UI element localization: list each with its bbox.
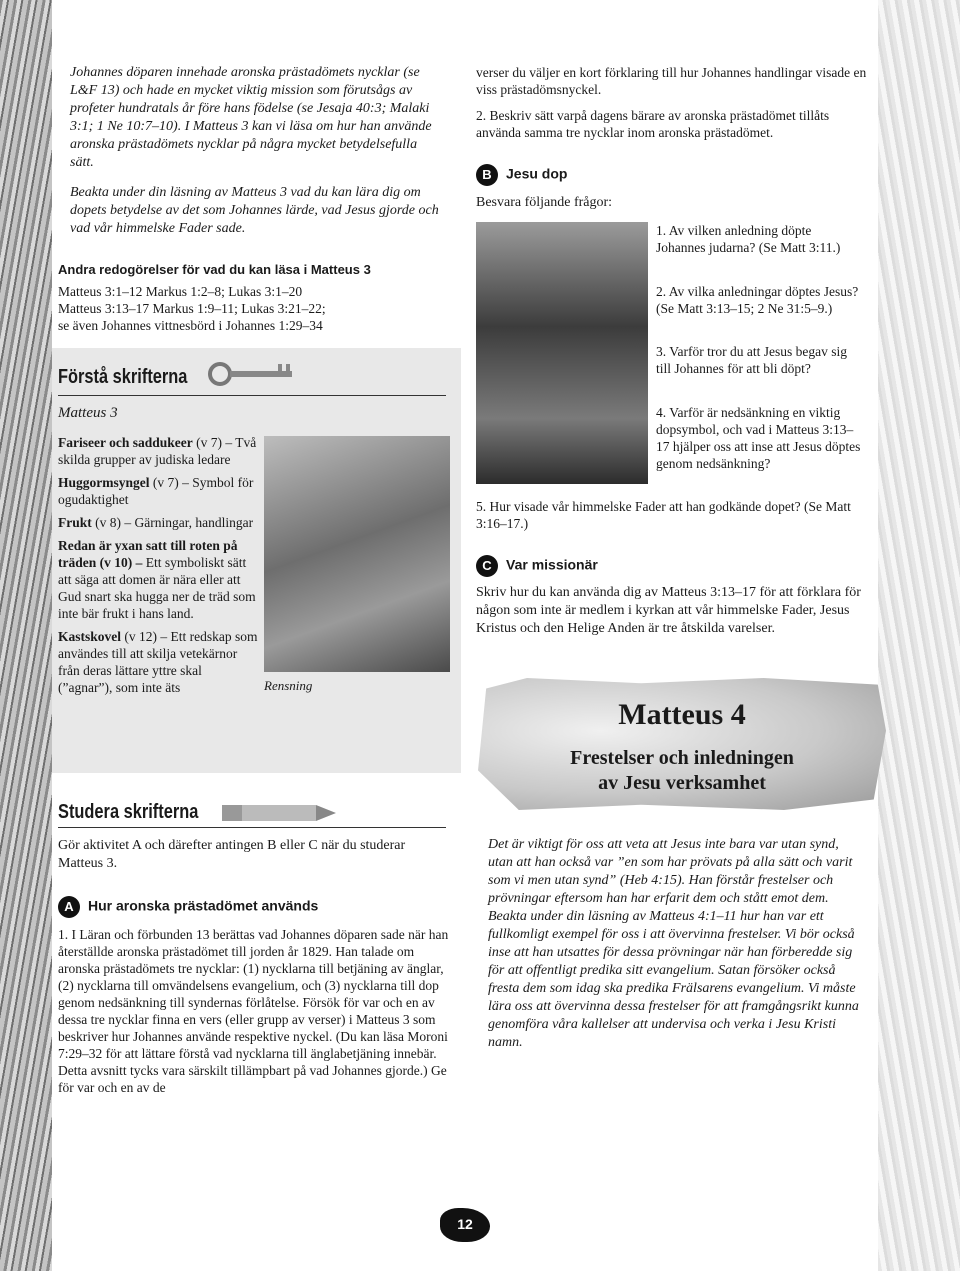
other-accounts-line: se även Johannes vittnesbörd i Johannes 1:29–34 xyxy=(58,318,323,333)
glossary-ref: (v 7) – xyxy=(149,475,193,490)
chapter-4-subtitle-line-2: av Jesu verksamhet xyxy=(598,772,766,794)
activity-b-q2: 2. Av vilka anledningar döptes Jesus? (Se Matt 3:13–15; 2 Ne 31:5–9.) xyxy=(656,284,859,316)
photo-caption: Rensning xyxy=(264,678,313,693)
right-texture-strip xyxy=(878,0,960,1271)
left-texture-strip xyxy=(0,0,52,1271)
chapter-4-subtitle-line-1: Frestelser och inledningen xyxy=(570,747,794,769)
study-heading: Studera skrifterna xyxy=(58,801,199,823)
other-accounts-heading: Andra redogörelser för vad du kan läsa i Matteus 3 xyxy=(58,262,371,277)
glossary-definition: Gärningar, handlingar xyxy=(134,515,254,530)
activity-a-item-1-continued: verser du väljer en kort förklaring till hur Johannes handlingar visade en viss prästadömsnyckel. xyxy=(476,65,867,97)
activity-b-title: Jesu dop xyxy=(506,165,568,182)
glossary-definition: Två skilda grupper av judiska ledare xyxy=(58,435,257,467)
study-intro: Gör aktivitet A och därefter antingen B eller C när du studerar Matteus 3. xyxy=(58,838,406,871)
glossary-entry xyxy=(58,474,258,508)
glossary-definition: Symbol för ogudaktighet xyxy=(58,475,254,507)
other-accounts-list xyxy=(58,283,453,334)
understand-subheading: Matteus 3 xyxy=(58,405,118,421)
glossary-definition: Ett redskap som användes till att skilja vetekärnor från deras lättare yttre skal (”agnar”), som inte äts xyxy=(58,629,258,695)
baptism-photo xyxy=(476,222,648,484)
glossary-ref: (v 12) – xyxy=(121,629,171,644)
intro-paragraph-2: Beakta under din läsning av Matteus 3 vad du kan lära dig om dopets betydelse av det som Johannes lärde, vad Jesus gjorde och vad vår himmelske Fader sade. xyxy=(70,185,439,236)
activity-c-heading xyxy=(476,555,598,577)
glossary-term: Redan är yxan satt till roten på träden (v 10) – xyxy=(58,538,238,570)
activity-c-text: Skriv hur du kan använda dig av Matteus 3:13–17 för att förklara för någon som inte är medlem i kyrkan att vår himmelske Fader, Jesus Kristus och den Helige Anden är tre åtskilda varelser. xyxy=(476,585,861,636)
activity-b-intro: Besvara följande frågor: xyxy=(476,195,613,210)
chapter-4-title: Matteus 4 xyxy=(618,698,746,731)
other-accounts-line: Matteus 3:1–12 Markus 1:2–8; Lukas 3:1–20 xyxy=(58,284,303,299)
activity-a-letter: A xyxy=(58,896,80,918)
study-rule xyxy=(58,827,446,828)
activity-a-title: Hur aronska prästadömet används xyxy=(88,897,319,914)
glossary-entry xyxy=(58,434,258,468)
glossary-term: Kastskovel xyxy=(58,629,122,644)
page-number: 12 xyxy=(457,1216,473,1232)
activity-a-item-2: 2. Beskriv sätt varpå dagens bärare av aronska prästadömet tillåts använda samma tre nycklar inom aronska prästadömet. xyxy=(476,108,830,140)
glossary-term: Huggormsyngel xyxy=(58,475,150,490)
glossary-ref: (v 8) – xyxy=(91,515,135,530)
other-accounts-line: Matteus 3:13–17 Markus 1:9–11; Lukas 3:21–22; xyxy=(58,301,326,316)
activity-b-q3: 3. Varför tror du att Jesus begav sig till Johannes för att bli döpt? xyxy=(656,344,847,376)
key-icon xyxy=(206,360,302,388)
activity-b-letter: B xyxy=(476,164,498,186)
understand-rule xyxy=(58,395,446,396)
activity-b-heading xyxy=(476,164,567,186)
winnowing-photo xyxy=(264,436,450,672)
glossary-entry xyxy=(58,628,258,696)
activity-c-letter: C xyxy=(476,555,498,577)
glossary-entry xyxy=(58,537,258,622)
activity-c-title: Var missionär xyxy=(506,556,598,573)
glossary xyxy=(58,434,258,702)
pencil-icon xyxy=(222,802,338,824)
understand-heading: Förstå skrifterna xyxy=(58,366,188,388)
activity-b-q5: 5. Hur visade vår himmelske Fader att han godkände dopet? (Se Matt 3:16–17.) xyxy=(476,499,851,531)
activity-a-heading xyxy=(58,896,318,918)
chapter-4-subtitle xyxy=(478,746,886,796)
glossary-ref: (v 7) – xyxy=(192,435,236,450)
glossary-entry xyxy=(58,514,258,531)
activity-b-q1: 1. Av vilken anledning döpte Johannes judarna? (Se Matt 3:11.) xyxy=(656,223,841,255)
activity-a-item-1: 1. I Läran och förbunden 13 berättas vad Johannes döparen sade när han återställde aronska prästadömet till jorden år 1829. Han talade om aronska prästadömets tre nycklar: (1) nycklarna till betjäning av änglar, (2) nycklarna till omvändelsens evangelium, och (3) nycklarna till dop genom nedsänkning till syndernas förlåtelse. Försök för var och en av dessa tre nycklar finna en vers (eller grupp av verser) i Matteus 3 som beskriver hur Johannes använde respektive nyckel. (Du kan läsa Moroni 7:29–32 för att lättare förstå vad nycklarna till änglabetjäning innebär. Detta avsnitt tycks vara särskilt tillämpbart på vad Johannes gjorde.) Ge för var och en av de xyxy=(58,927,449,1095)
glossary-term: Frukt xyxy=(58,515,92,530)
activity-b-q4: 4. Varför är nedsänkning en viktig dopsymbol, och vad i Matteus 3:13–17 hjälper oss att inse att Jesus döptes genom nedsänkning? xyxy=(656,405,861,471)
glossary-definition: Ett symboliskt sätt att säga att domen är nära eller att Gud snart ska hugga ner de träd som inte bär frukt i hans land. xyxy=(58,555,256,621)
chapter-4-intro: Det är viktigt för oss att veta att Jesus inte bara var utan synd, utan att han också var ”en som har prövats på alla sätt och varit som vi men utan synd” (Heb 4:15). Han förstår frestelser och prövningar eftersom han har erfarit dem och stått emot dem. Beakta under din läsning av Matteus 4:1–11 hur han var ett fullkomligt exempel för oss i att övervinna frestelser. Vi bör också inse att han utsattes för dessa prövningar när han förberedde sig för att offentligt predika sitt evangelium. Satan försöker också fresta dem som idag ska predika Frälsarens evangelium. Vi måste lära oss att övervinna dessa frestelser för att framgångsrikt kunna genomföra våra kallelser att undervisa och verka i Jesu Kristi namn. xyxy=(488,837,859,1050)
glossary-term: Fariseer och saddukeer xyxy=(58,435,193,450)
intro-paragraph-1: Johannes döparen innehade aronska prästadömets nycklar (se L&F 13) och hade en mycket viktig mission som förutsågs av profeter hundratals år före hans födelse (se Jesaja 40:3; Malaki 3:1; 1 Ne 10:7–10). I Matteus 3 kan vi läsa om hur han använde aronska prästadömets nycklar på några mycket betydelsefulla sätt. xyxy=(70,65,432,170)
